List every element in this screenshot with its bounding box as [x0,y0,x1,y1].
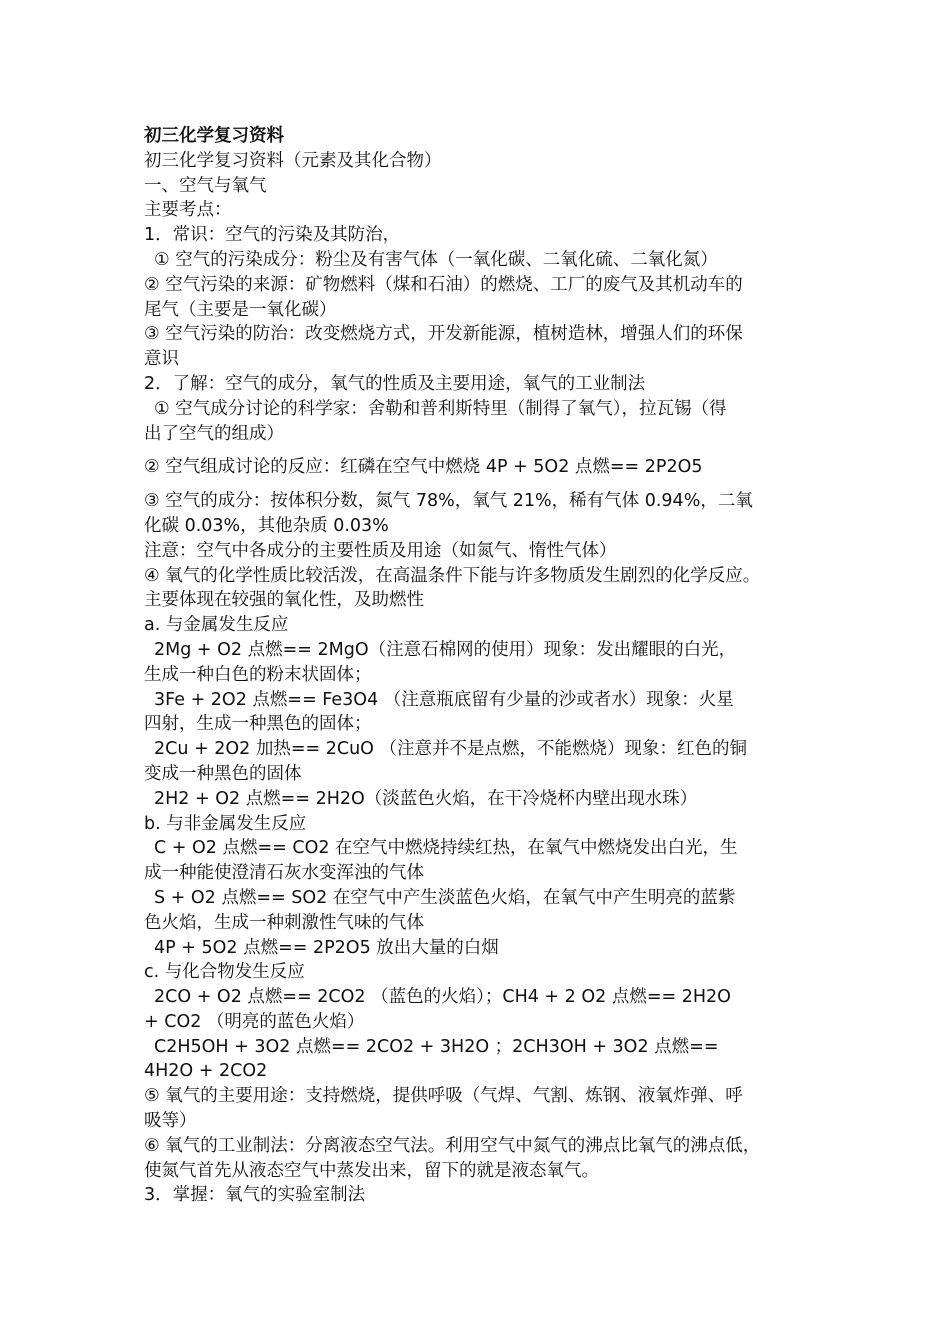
document-title: 初三化学复习资料 [144,126,284,146]
text-line: 使氮气首先从液态空气中蒸发出来，留下的就是液态氧气。 [144,1160,599,1181]
section-heading: 一、空气与氧气 [144,175,267,196]
text-line: 色火焰，生成一种刺激性气味的气体 [144,912,424,933]
text-line: 主要考点： [144,200,232,221]
text-line: ⑤ 氧气的主要用途：支持燃烧，提供呼吸（气焊、气割、炼钢、液氧炸弹、呼 [144,1086,743,1107]
text-line: 尾气（主要是一氧化碳） [144,299,337,320]
reaction-line: 2Mg + O2 点燃== 2MgO（注意石棉网的使用）现象：发出耀眼的白光， [154,639,737,660]
reaction-line: 2H2 + O2 点燃== 2H2O（淡蓝色火焰，在干冷烧杯内壁出现水珠） [154,788,698,809]
reaction-line: ② 空气组成讨论的反应：红磷在空气中燃烧 4P + 5O2 点燃== 2P2O5 [144,457,703,478]
text-line: c. 与化合物发生反应 [144,962,305,983]
text-line: + CO2 （明亮的蓝色火焰） [144,1011,365,1032]
reaction-line: C2H5OH + 3O2 点燃== 2CO2 + 3H2O ；2CH3OH + 3O2 点燃== [154,1036,719,1057]
text-line: 1．常识：空气的污染及其防治， [144,225,401,246]
text-line: 化碳 0.03%，其他杂质 0.03% [144,515,389,536]
text-line: 2．了解：空气的成分，氧气的性质及主要用途，氧气的工业制法 [144,373,646,394]
text-line: 3．掌握：氧气的实验室制法 [144,1185,366,1206]
subtitle-line: 初三化学复习资料（元素及其化合物） [144,150,442,171]
text-line: ⑥ 氧气的工业制法：分离液态空气法。利用空气中氮气的沸点比氧气的沸点低， [144,1135,761,1156]
reaction-line: 4P + 5O2 点燃== 2P2O5 放出大量的白烟 [154,937,499,958]
text-line: 吸等） [144,1111,197,1132]
text-line: 生成一种白色的粉末状固体； [144,664,372,685]
text-line: ① 空气的污染成分：粉尘及有害气体（一氧化碳、二氧化硫、二氧化氮） [154,249,718,270]
text-line: 四射，生成一种黑色的固体； [144,714,372,735]
text-line: 出了空气的组成） [144,423,284,444]
text-line: b. 与非金属发生反应 [144,813,307,834]
text-line: ④ 氧气的化学性质比较活泼，在高温条件下能与许多物质发生剧烈的化学反应。 [144,565,761,586]
text-line: ③ 空气的成分：按体积分数，氮气 78%，氧气 21%，稀有气体 0.94%，二氧 [144,491,753,512]
text-line: 成一种能使澄清石灰水变浑浊的气体 [144,863,424,884]
reaction-line: 2CO + O2 点燃== 2CO2 （蓝色的火焰）；CH4 + 2 O2 点燃== 2H2O [154,987,731,1008]
text-line: ① 空气成分讨论的科学家：舍勒和普利斯特里（制得了氧气），拉瓦锡（得 [154,398,727,419]
text-line: 主要体现在较强的氧化性，及助燃性 [144,590,424,611]
text-line: ② 空气污染的来源：矿物燃料（煤和石油）的燃烧、工厂的废气及其机动车的 [144,274,743,295]
text-line: 注意：空气中各成分的主要性质及用途（如氮气、惰性气体） [144,540,617,561]
reaction-line: 2Cu + 2O2 加热== 2CuO （注意并不是点燃，不能燃烧）现象：红色的铜 [154,739,748,760]
reaction-line: C + O2 点燃== CO2 在空气中燃烧持续红热，在氧气中燃烧发出白光，生 [154,838,738,859]
reaction-line: 3Fe + 2O2 点燃== Fe3O4 （注意瓶底留有少量的沙或者水）现象：火星 [154,689,734,710]
text-line: 4H2O + 2CO2 [144,1061,268,1082]
document-page [144,124,824,1208]
text-line: a. 与金属发生反应 [144,615,289,636]
text-line: ③ 空气污染的防治：改变燃烧方式，开发新能源，植树造林，增强人们的环保 [144,324,743,345]
text-line: 变成一种黑色的固体 [144,763,302,784]
text-line: 意识 [144,349,179,370]
reaction-line: S + O2 点燃== SO2 在空气中产生淡蓝色火焰，在氧气中产生明亮的蓝紫 [154,887,736,908]
